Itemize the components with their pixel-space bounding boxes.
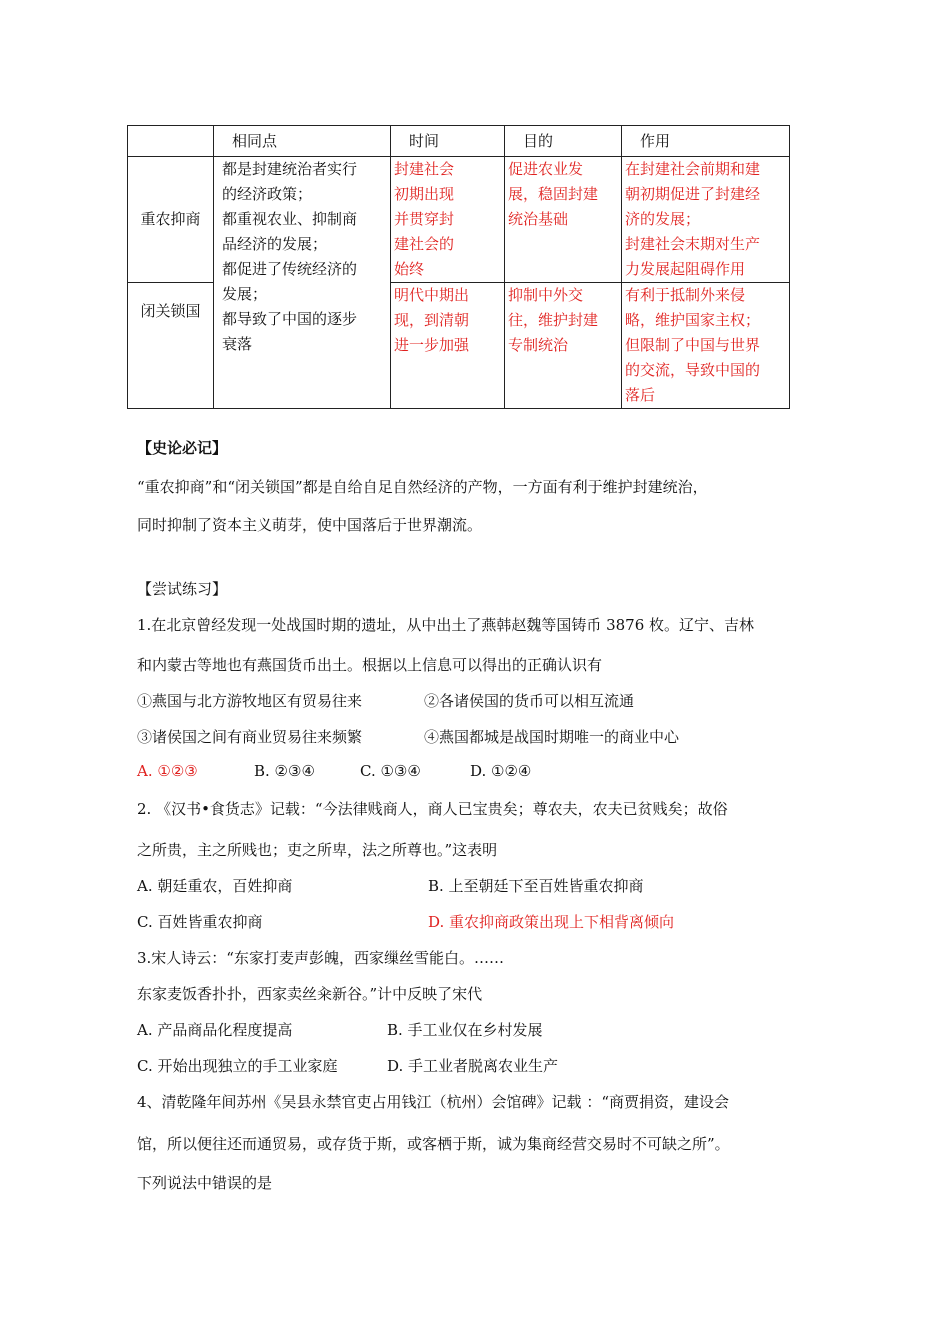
header-effect: 作用 [622, 126, 790, 157]
q4-line-3: 下列说法中错误的是 [137, 1174, 273, 1192]
q2-line-2: 之所贵，主之所贱也；吏之所卑，法之所尊也。”这表明 [137, 841, 498, 859]
row-label-biguan: 闭关锁国 [128, 283, 214, 409]
q3-line-2: 东家麦饭香扑扑，西家卖丝籴新谷。”计中反映了宋代 [137, 985, 483, 1003]
effect-cell: 有利于抵制外来侵 略，维护国家主权； 但限制了中国与世界 的交流，导致中国的 落后 [622, 283, 790, 409]
q2-option-b: B. 上至朝廷下至百姓皆重农抑商 [428, 877, 644, 895]
header-empty [128, 126, 214, 157]
q2-option-d: D. 重农抑商政策出现上下相背离倾向 [428, 913, 675, 931]
time-cell: 明代中期出 现，到清朝 进一步加强 [391, 283, 505, 409]
q1-option-c: C. ①③④ [360, 762, 421, 780]
q2-option-c: C. 百姓皆重农抑商 [137, 913, 263, 931]
q1-line-1: 1.在北京曾经发现一处战国时期的遗址，从中出土了燕韩赵魏等国铸币 3876 枚。辽宁、吉林 [137, 616, 755, 634]
practice-heading: 【尝试练习】 [137, 580, 228, 598]
q1-item-2: ②各诸侯国的货币可以相互流通 [424, 692, 635, 710]
shilun-heading: 【史论必记】 [137, 439, 228, 457]
purpose-cell: 抑制中外交 往，维护封建 专制统治 [505, 283, 622, 409]
q3-option-a: A. 产品商品化程度提高 [137, 1021, 293, 1039]
table-header-row [128, 126, 790, 157]
q4-line-1: 4、清乾隆年间苏州《吴县永禁官吏占用钱江（杭州）会馆碑》记载 ：“商贾捐资，建设会 [137, 1093, 729, 1111]
common-points-cell: 都是封建统治者实行 的经济政策； 都重视农业、抑制商 品经济的发展； 都促进了传统经济的 发展； 都导致了中国的逐步 衰落 [214, 157, 391, 409]
q1-item-1: ①燕国与北方游牧地区有贸易往来 [137, 692, 363, 710]
header-purpose: 目的 [505, 126, 622, 157]
header-common: 相同点 [214, 126, 391, 157]
effect-cell: 在封建社会前期和建 朝初期促进了封建经 济的发展； 封建社会末期对生产 力发展起阻碍作用 [622, 157, 790, 283]
q3-option-d: D. 手工业者脱离农业生产 [387, 1057, 559, 1075]
q3-option-b: B. 手工业仅在乡村发展 [387, 1021, 543, 1039]
q3-line-1: 3.宋人诗云：“东家打麦声彭魄，西家缫丝雪能白。…… [137, 949, 504, 967]
q1-item-4: ④燕国都城是战国时期唯一的商业中心 [424, 728, 680, 746]
q1-item-3: ③诸侯国之间有商业贸易往来频繁 [137, 728, 363, 746]
time-cell: 封建社会 初期出现 并贯穿封 建社会的 始终 [391, 157, 505, 283]
q1-option-d: D. ①②④ [470, 762, 532, 780]
q2-option-a: A. 朝廷重农，百姓抑商 [137, 877, 293, 895]
q2-line-1: 2. 《汉书•食货志》记载：“今法律贱商人，商人已宝贵矣；尊农夫，农夫已贫贱矣；故俗 [137, 800, 728, 818]
q1-option-a: A. ①②③ [137, 762, 198, 780]
q3-option-c: C. 开始出现独立的手工业家庭 [137, 1057, 338, 1075]
purpose-cell: 促进农业发 展，稳固封建 统治基础 [505, 157, 622, 283]
shilun-line-1: “重农抑商”和“闭关锁国”都是自给自足自然经济的产物，一方面有利于维护封建统治， [137, 478, 708, 496]
q1-option-b: B. ②③④ [254, 762, 315, 780]
row-label-zhongnong: 重农抑商 [128, 157, 214, 283]
q1-line-2: 和内蒙古等地也有燕国货币出土。根据以上信息可以得出的正确认识有 [137, 656, 603, 674]
q4-line-2: 馆，所以便往还而通贸易，或存货于斯，或客栖于斯，诚为集商经营交易时不可缺之所”。 [137, 1135, 730, 1153]
table-row [128, 157, 790, 283]
comparison-table [127, 125, 790, 409]
shilun-line-2: 同时抑制了资本主义萌芽，使中国落后于世界潮流。 [137, 516, 483, 534]
header-time: 时间 [391, 126, 505, 157]
